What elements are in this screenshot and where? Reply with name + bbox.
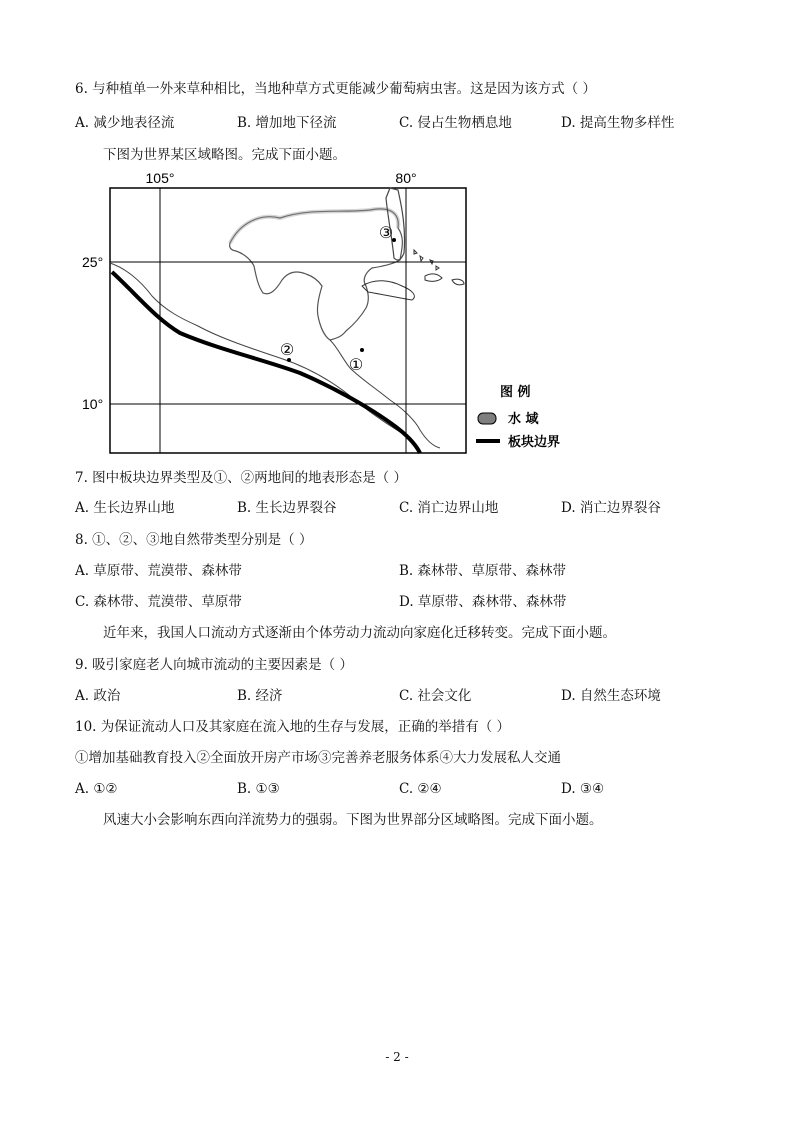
legend-boundary-label: 板块边界 xyxy=(508,435,561,450)
legend-title: 图 例 xyxy=(500,385,531,400)
region-map xyxy=(80,168,600,456)
question-8-option-b: B. 森林带、草原带、森林带 xyxy=(399,563,567,579)
intro-migration: 近年来，我国人口流动方式逐渐由个体劳动力流动向家庭化迁移转变。完成下面小题。 xyxy=(103,625,616,641)
question-6-stem: 6. 与种植单一外来草种相比，当地种草方式更能减少葡萄病虫害。这是因为该方式（ ） xyxy=(75,81,596,97)
point-3-label: ③ xyxy=(378,223,394,242)
question-7-stem: 7. 图中板块边界类型及①、②两地间的地表形态是（ ） xyxy=(75,470,407,486)
question-10-choices: ①增加基础教育投入②全面放开房产市场③完善养老服务体系④大力发展私人交通 xyxy=(75,750,561,766)
question-6-option-d: D. 提高生物多样性 xyxy=(561,115,675,131)
intro-currents: 风速大小会影响东西向洋流势力的强弱。下图为世界部分区域略图。完成下面小题。 xyxy=(103,812,603,828)
question-8-option-a: A. 草原带、荒漠带、森林带 xyxy=(75,563,242,579)
question-10-option-a: A. ①② xyxy=(75,781,118,797)
question-10-option-c: C. ②④ xyxy=(399,781,442,797)
lon-label-80: 80° xyxy=(395,170,417,186)
lat-label-10: 10° xyxy=(82,396,104,412)
question-7-option-c: C. 消亡边界山地 xyxy=(399,500,499,516)
question-10-option-d: D. ③④ xyxy=(561,781,605,797)
question-10-option-b: B. ①③ xyxy=(237,781,280,797)
question-10-stem: 10. 为保证流动人口及其家庭在流入地的生存与发展，正确的举措有（ ） xyxy=(75,719,511,735)
intro-map-1: 下图为世界某区域略图。完成下面小题。 xyxy=(103,147,346,163)
point-1-label: ① xyxy=(348,355,364,374)
question-8-option-d: D. 草原带、森林带、森林带 xyxy=(399,594,567,610)
question-7-option-b: B. 生长边界裂谷 xyxy=(237,500,337,516)
question-8-option-c: C. 森林带、荒漠带、草原带 xyxy=(75,594,242,610)
question-6-option-b: B. 增加地下径流 xyxy=(237,115,337,131)
question-6-option-a: A. 减少地表径流 xyxy=(75,115,175,131)
question-9-option-d: D. 自然生态环境 xyxy=(561,688,661,704)
question-6-option-c: C. 侵占生物栖息地 xyxy=(399,115,512,131)
point-2-label: ② xyxy=(279,340,295,359)
question-8-stem: 8. ①、②、③地自然带类型分别是（ ） xyxy=(75,532,313,548)
question-7-option-a: A. 生长边界山地 xyxy=(75,500,175,516)
legend-water-swatch xyxy=(478,413,496,424)
question-9-option-b: B. 经济 xyxy=(237,688,283,704)
question-7-option-d: D. 消亡边界裂谷 xyxy=(561,500,661,516)
question-9-option-c: C. 社会文化 xyxy=(399,688,472,704)
question-9-stem: 9. 吸引家庭老人向城市流动的主要因素是（ ） xyxy=(75,657,353,673)
legend-water-label: 水 域 xyxy=(508,412,539,427)
question-9-option-a: A. 政治 xyxy=(75,688,121,704)
page-number: - 2 - xyxy=(385,1050,409,1064)
lat-label-25: 25° xyxy=(82,254,104,270)
point-1-dot xyxy=(360,348,364,352)
lon-label-105: 105° xyxy=(145,170,175,186)
